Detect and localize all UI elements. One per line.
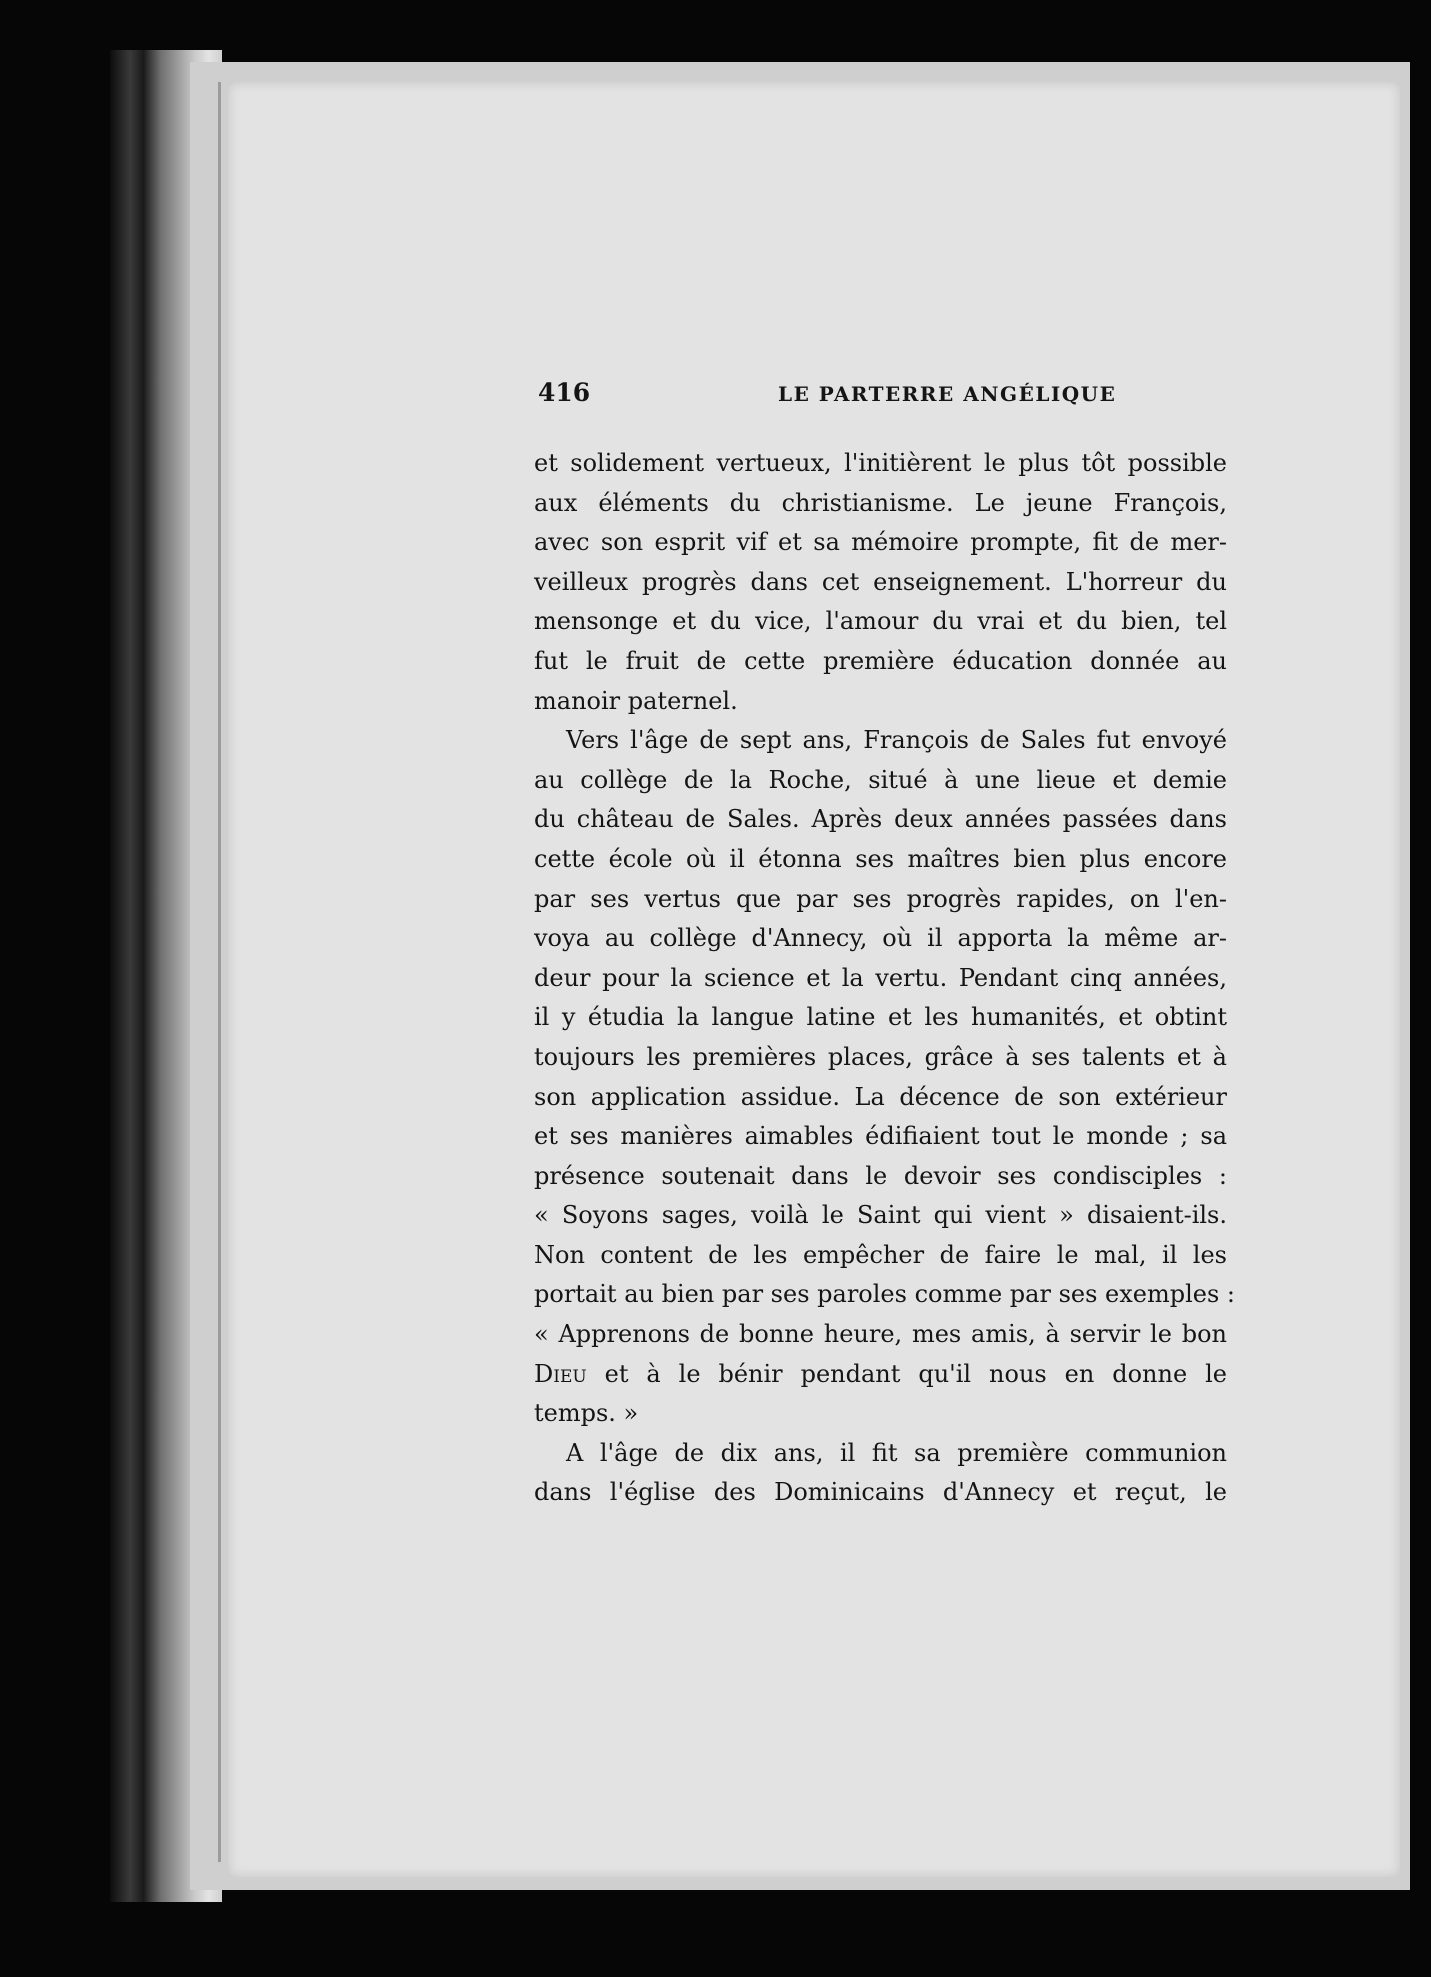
text-line: veilleux progrès dans cet enseignement. L'horreur du [534,567,1227,596]
text-line: fut le fruit de cette première éducation donnée au [534,646,1227,675]
text-line: du château de Sales. Après deux années passées dans [534,805,1227,834]
text-line: par ses vertus que par ses progrès rapides, on l'en- [534,884,1227,913]
text-line: manoir paternel. [534,686,738,715]
text-line: « Apprenons de bonne heure, mes amis, à servir le bon [534,1320,1227,1349]
text-line: deur pour la science et la vertu. Pendant cinq années, [534,963,1227,992]
text-line: il y étudia la langue latine et les humanités, et obtint [534,1003,1227,1032]
small-caps-word: Dieu [534,1359,587,1388]
text-fragment: et à le bénir pendant qu'il nous en donne le [586,1359,1227,1388]
text-line: mensonge et du vice, l'amour du vrai et du bien, tel [534,607,1227,636]
text-line: « Soyons sages, voilà le Saint qui vient » disaient-ils. [534,1201,1227,1230]
text-line: et ses manières aimables édifiaient tout le monde ; sa [534,1122,1227,1151]
body-text [534,444,1236,1513]
page-gutter-line [218,82,221,1862]
text-line: Vers l'âge de sept ans, François de Sales fut envoyé [566,726,1227,755]
text-line: présence soutenait dans le devoir ses condisciples : [534,1161,1227,1190]
page-header [538,378,1228,418]
text-line: dans l'église des Dominicains d'Annecy et reçut, le [534,1478,1227,1507]
text-line: aux éléments du christianisme. Le jeune François, [534,488,1227,517]
text-line: temps. » [534,1399,639,1428]
text-line: voya au collège d'Annecy, où il apporta la même ar- [534,924,1227,953]
paragraph-2 [534,721,1236,1434]
page-number: 416 [538,378,591,407]
text-line: au collège de la Roche, situé à une lieue et demie [534,765,1227,794]
text-line: cette école où il étonna ses maîtres bien plus encore [534,844,1227,873]
paragraph-3 [534,1434,1227,1513]
running-title: LE PARTERRE ANGÉLIQUE [778,382,1117,406]
paragraph-1 [534,444,1227,721]
text-line: A l'âge de dix ans, il fit sa première communion [566,1438,1227,1467]
text-line: son application assidue. La décence de son extérieur [534,1082,1227,1111]
text-line: avec son esprit vif et sa mémoire prompte, fit de mer- [534,528,1227,557]
text-line-with-small-caps [534,1355,1227,1395]
text-line: toujours les premières places, grâce à ses talents et à [534,1042,1227,1071]
text-line: Non content de les empêcher de faire le mal, il les [534,1240,1227,1269]
text-line: et solidement vertueux, l'initièrent le plus tôt possible [534,449,1227,477]
text-line: portait au bien par ses paroles comme par ses exemples : [534,1280,1236,1309]
